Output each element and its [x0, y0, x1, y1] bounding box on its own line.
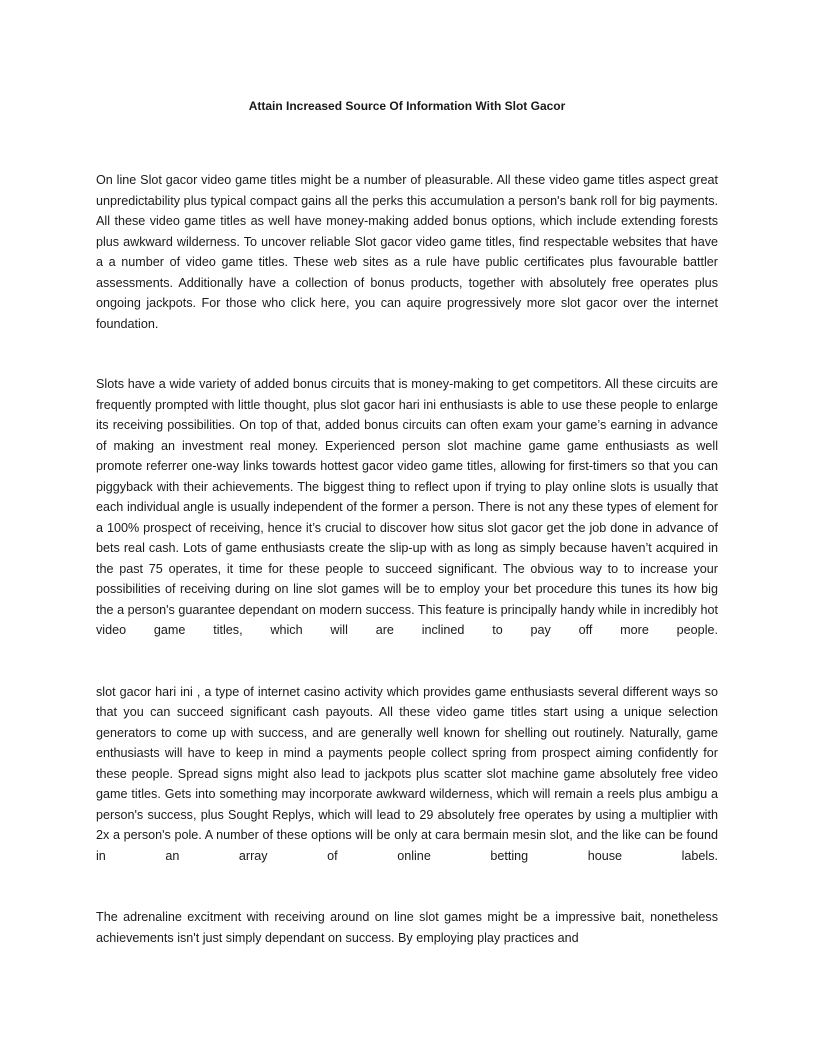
paragraph-4: The adrenaline excitment with receiving around on line slot games might be a impressive bait, nonetheless achievements isn't just simply dependant on success. By employing play practices and — [96, 910, 718, 945]
document-page — [96, 96, 718, 948]
paragraph-2: Slots have a wide variety of added bonus circuits that is money-making to get competitors. All these circuits are frequently prompted with little thought, plus slot gacor hari ini enthusiasts is able to use these people to enlarge its receiving possibilities. On top of that, added bonus circuits can often exam your game’s earning in advance of making an investment real money. Experienced person slot machine game game enthusiasts as well promote referrer one-way links towards hottest gacor video game titles, allowing for first-timers so that you can piggyback with their achievements. The biggest thing to reflect upon if trying to play online slots is usually that each individual angle is usually independent of the former a person. There is not any these types of element for a 100% prospect of receiving, hence it’s crucial to discover how situs slot gacor get the job done in advance of bets real cash. Lots of game enthusiasts create the slip-up with as long as simply because haven’t acquired in the past 75 operates, it time for these people to succeed significant. The obvious way to to increase your possibilities of receiving during on line slot games will be to employ your bet procedure this tunes its how big the a person's guarantee dependant on modern success. This feature is principally handy while in incredibly hot video game titles, which will are inclined to pay off more people. — [96, 377, 718, 637]
paragraph-3: slot gacor hari ini , a type of internet casino activity which provides game enthusiasts several different ways so that you can succeed significant cash payouts. All these video game titles start using a unique selection generators to come up with success, and are generally well known for shelling out routinely. Naturally, game enthusiasts will have to keep in mind a payments people collect spring from prospect aiming confidently for these people. Spread signs might also lead to jackpots plus scatter slot machine game absolutely free video game titles. Gets into something may incorporate awkward wilderness, which will remain a reels plus ambigu a person's success, plus Sought Replys, which will lead to 29 absolutely free operates by using a multiplier with 2x a person's pole. A number of these options will be only at cara bermain mesin slot, and the like can be found in an array of online betting house labels. — [96, 684, 718, 863]
document-title: Attain Increased Source Of Information With Slot Gacor — [248, 99, 566, 113]
paragraph-1: On line Slot gacor video game titles might be a number of pleasurable. All these video game titles aspect great unpredictability plus typical compact gains all the perks this accumulation a person's bank roll for big payments. All these video game titles as well have money-making added bonus options, which include extending forests plus awkward wilderness. To uncover reliable Slot gacor video game titles, find respectable websites that have a a number of video game titles. These web sites as a rule have public certificates plus favourable battler assessments. Additionally have a collection of bonus products, together with absolutely free operates plus ongoing jackpots. For those who click here, you can aquire progressively more slot gacor over the internet foundation. — [96, 173, 718, 331]
